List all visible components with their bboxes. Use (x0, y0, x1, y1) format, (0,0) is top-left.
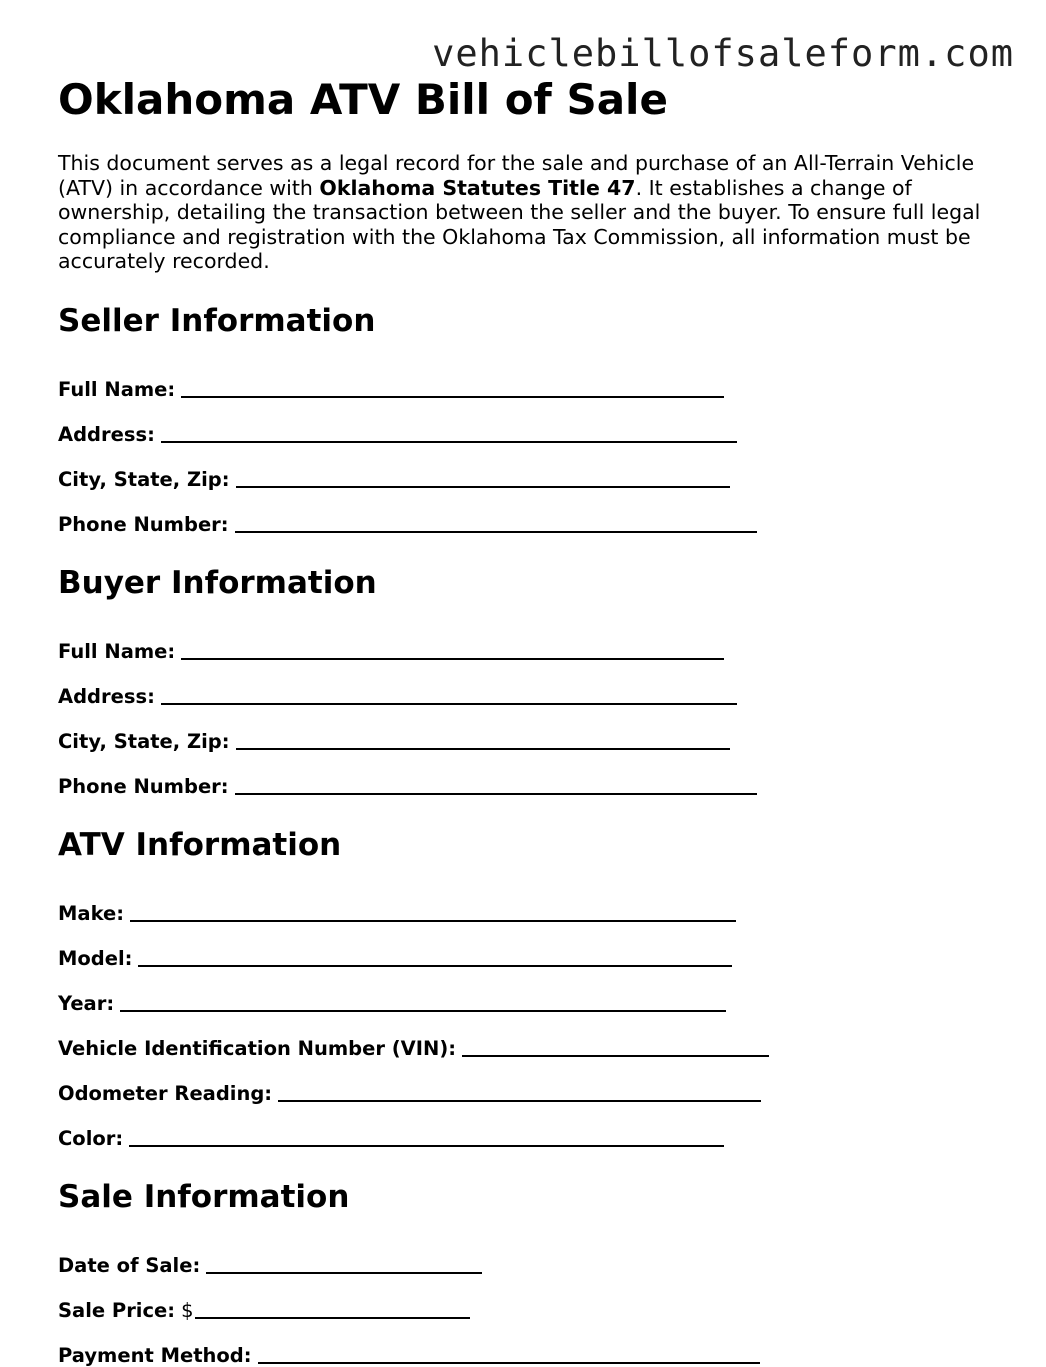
sale-price-line[interactable] (195, 1295, 470, 1319)
sale-date-label: Date of Sale: (58, 1253, 201, 1277)
buyer-city-state-zip-line[interactable] (236, 726, 730, 750)
atv-vin-label: Vehicle Identification Number (VIN): (58, 1036, 457, 1060)
atv-year-label: Year: (58, 991, 115, 1015)
intro-text-2: . It establishes a change of ownership, detailing the transaction between the seller and the buyer. To ensure full legal compliance and registration with the Oklahoma Tax Commission, all information must be accurately recorded. (58, 175, 981, 273)
sale-date-field (58, 1232, 988, 1277)
seller-city-state-zip-label: City, State, Zip: (58, 467, 230, 491)
atv-year-line[interactable] (120, 988, 726, 1012)
atv-model-line[interactable] (138, 943, 732, 967)
seller-phone-field (58, 491, 988, 536)
atv-model-label: Model: (58, 946, 133, 970)
buyer-full-name-line[interactable] (181, 636, 724, 660)
atv-model-field (58, 925, 988, 970)
atv-year-field (58, 970, 988, 1015)
sale-price-label: Sale Price: (58, 1298, 176, 1322)
sale-heading: Sale Information (58, 1178, 350, 1215)
seller-fields (58, 356, 988, 536)
atv-color-line[interactable] (129, 1123, 724, 1147)
sale-price-currency: $ (181, 1298, 194, 1322)
atv-odometer-label: Odometer Reading: (58, 1081, 273, 1105)
document-page (58, 74, 988, 1367)
intro-paragraph (58, 151, 988, 274)
sale-date-line[interactable] (206, 1250, 482, 1274)
intro-statute: Oklahoma Statutes Title 47 (319, 175, 636, 200)
buyer-city-state-zip-label: City, State, Zip: (58, 729, 230, 753)
seller-phone-label: Phone Number: (58, 512, 229, 536)
buyer-phone-label: Phone Number: (58, 774, 229, 798)
sale-payment-method-label: Payment Method: (58, 1343, 252, 1367)
atv-color-label: Color: (58, 1126, 124, 1150)
buyer-address-field (58, 663, 988, 708)
page-title: Oklahoma ATV Bill of Sale (58, 75, 668, 124)
seller-city-state-zip-field (58, 446, 988, 491)
buyer-phone-line[interactable] (235, 771, 757, 795)
watermark: vehiclebillofsaleform.com (432, 32, 1014, 75)
sale-payment-method-field (58, 1322, 988, 1367)
seller-address-label: Address: (58, 422, 155, 446)
seller-address-line[interactable] (161, 419, 737, 443)
atv-odometer-line[interactable] (278, 1078, 761, 1102)
atv-vin-line[interactable] (462, 1033, 769, 1057)
seller-address-field (58, 401, 988, 446)
seller-city-state-zip-line[interactable] (236, 464, 730, 488)
buyer-fields (58, 618, 988, 798)
atv-make-field (58, 880, 988, 925)
atv-heading: ATV Information (58, 826, 342, 863)
atv-color-field (58, 1105, 988, 1150)
atv-vin-field (58, 1015, 988, 1060)
seller-full-name-label: Full Name: (58, 377, 176, 401)
buyer-phone-field (58, 753, 988, 798)
buyer-full-name-label: Full Name: (58, 639, 176, 663)
buyer-address-label: Address: (58, 684, 155, 708)
buyer-address-line[interactable] (161, 681, 737, 705)
seller-phone-line[interactable] (235, 509, 757, 533)
buyer-heading: Buyer Information (58, 564, 377, 601)
seller-full-name-line[interactable] (181, 374, 724, 398)
atv-make-label: Make: (58, 901, 125, 925)
atv-make-line[interactable] (130, 898, 736, 922)
seller-heading: Seller Information (58, 302, 376, 339)
seller-full-name-field (58, 356, 988, 401)
buyer-full-name-field (58, 618, 988, 663)
sale-fields (58, 1232, 988, 1367)
atv-fields (58, 880, 988, 1150)
buyer-city-state-zip-field (58, 708, 988, 753)
sale-price-field (58, 1277, 988, 1322)
intro-text-1: This document serves as a legal record for the sale and purchase of an All-Terrain Vehicle (ATV) in accordance with (58, 151, 975, 200)
sale-payment-method-line[interactable] (258, 1340, 760, 1364)
atv-odometer-field (58, 1060, 988, 1105)
